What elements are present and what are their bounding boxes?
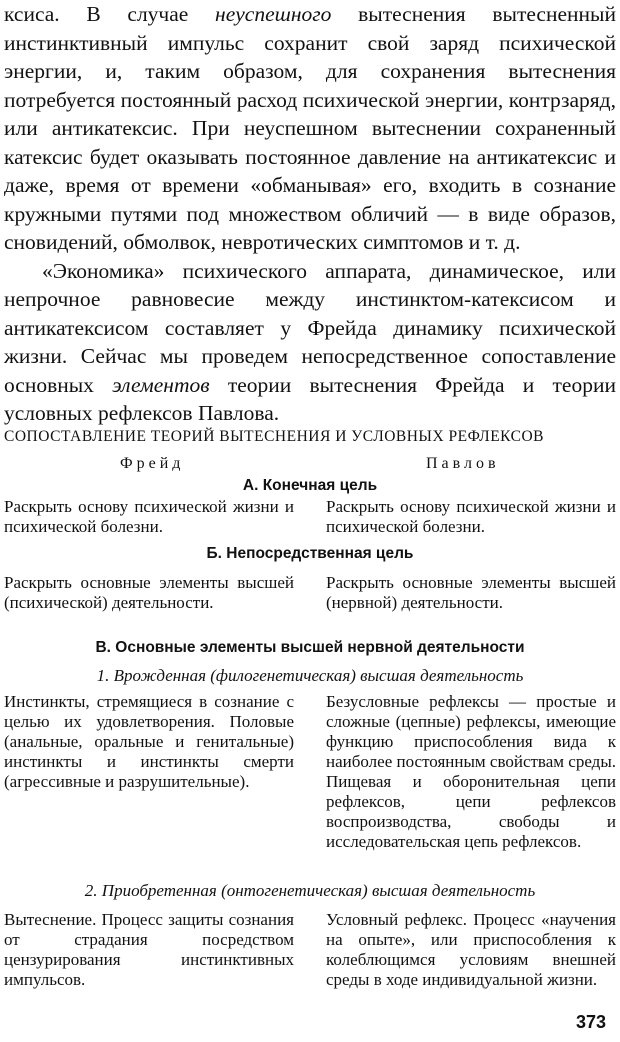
subheading-innate-activity: 1. Врожденная (филогенетическая) высшая деятельность xyxy=(96,666,524,685)
freud-final-goal: Раскрыть основу психической жизни и психической болезни. xyxy=(4,497,294,536)
emphasis-elements: элементов xyxy=(112,372,210,397)
paragraph-2 xyxy=(4,257,616,428)
pavlov-immediate-goal: Раскрыть основные элементы высшей (нервной) деятельности. xyxy=(326,573,616,612)
column-header-pavlov: Павлов xyxy=(426,455,500,472)
emphasis-unsuccessful: неуспешного xyxy=(215,2,332,26)
paragraph-1-start: ксиса. В случае xyxy=(4,2,216,26)
pavlov-conditioned-reflex: Условный рефлекс. Процесс «научения на опыте», или приспособления к колеблющимся условиям внешней среды в ходе индивидуальной жизни. xyxy=(326,910,616,989)
subheading-acquired-activity: 2. Приобретенная (онтогенетическая) высшая деятельность xyxy=(84,881,536,900)
subheading-immediate-goal: Б. Непосредственная цель xyxy=(206,545,414,562)
freud-immediate-goal: Раскрыть основные элементы высшей (психической) деятельности. xyxy=(4,573,294,612)
paragraph-1 xyxy=(4,0,616,257)
pavlov-unconditioned-reflexes: Безусловные рефлексы — простые и сложные (цепные) рефлексы, имеющие функцию приспособления вида к наиболее постоянным свойствам среды. Пищевая и оборонительная цепи рефлексов, цепи рефлексов воспроизводства, свободы и исследовательская цепь рефлексов. xyxy=(326,692,616,851)
column-header-freud: Фрейд xyxy=(120,455,185,472)
paragraph-1-rest: вытеснения вытесненный инстинктивный импульс сохранит свой заряд психической энергии, и, таким образом, для сохранения вытеснения потребуется постоянный расход психической энергии, контрзаряд, или антикатексис. При неуспешном вытеснении сохраненный катексис будет оказывать постоянное давление на антикатексис и даже, время от времени «обманывая» его, входить в сознание кружными путями под множеством обличий — в виде образов, сновидений, обмолвок, невротических симптомов и т. д. xyxy=(4,2,616,254)
body-text xyxy=(4,0,616,428)
page-number: 373 xyxy=(575,1012,606,1032)
freud-instincts: Инстинкты, стремящиеся в сознание с целью их удовлетворения. Половые (анальные, оральные и генитальные) инстинкты и инстинкты смерти (агрессивные и разрушительные). xyxy=(4,692,294,791)
paragraph-2-start: «Экономика» психического аппарата, динамическое, или непрочное равновесие между инстинктом-катексисом и антикатексисом составляет у Фрейда динамику психической жизни. Сейчас мы проведем непосредственное сопоставление основных xyxy=(4,258,616,397)
paragraph-2-rest: теории вытеснения Фрейда и теории условных рефлексов Павлова. xyxy=(4,372,616,425)
freud-repression: Вытеснение. Процесс защиты сознания от страдания посредством цензурирования инстинктивных импульсов. xyxy=(4,910,294,989)
section-heading: СОПОСТАВЛЕНИЕ ТЕОРИЙ ВЫТЕСНЕНИЯ И УСЛОВНЫХ РЕФЛЕКСОВ xyxy=(4,428,544,445)
subheading-final-goal: А. Конечная цель xyxy=(242,477,378,494)
pavlov-final-goal: Раскрыть основу психической жизни и психической болезни. xyxy=(326,497,616,536)
subheading-basic-elements: В. Основные элементы высшей нервной деятельности xyxy=(95,639,525,656)
